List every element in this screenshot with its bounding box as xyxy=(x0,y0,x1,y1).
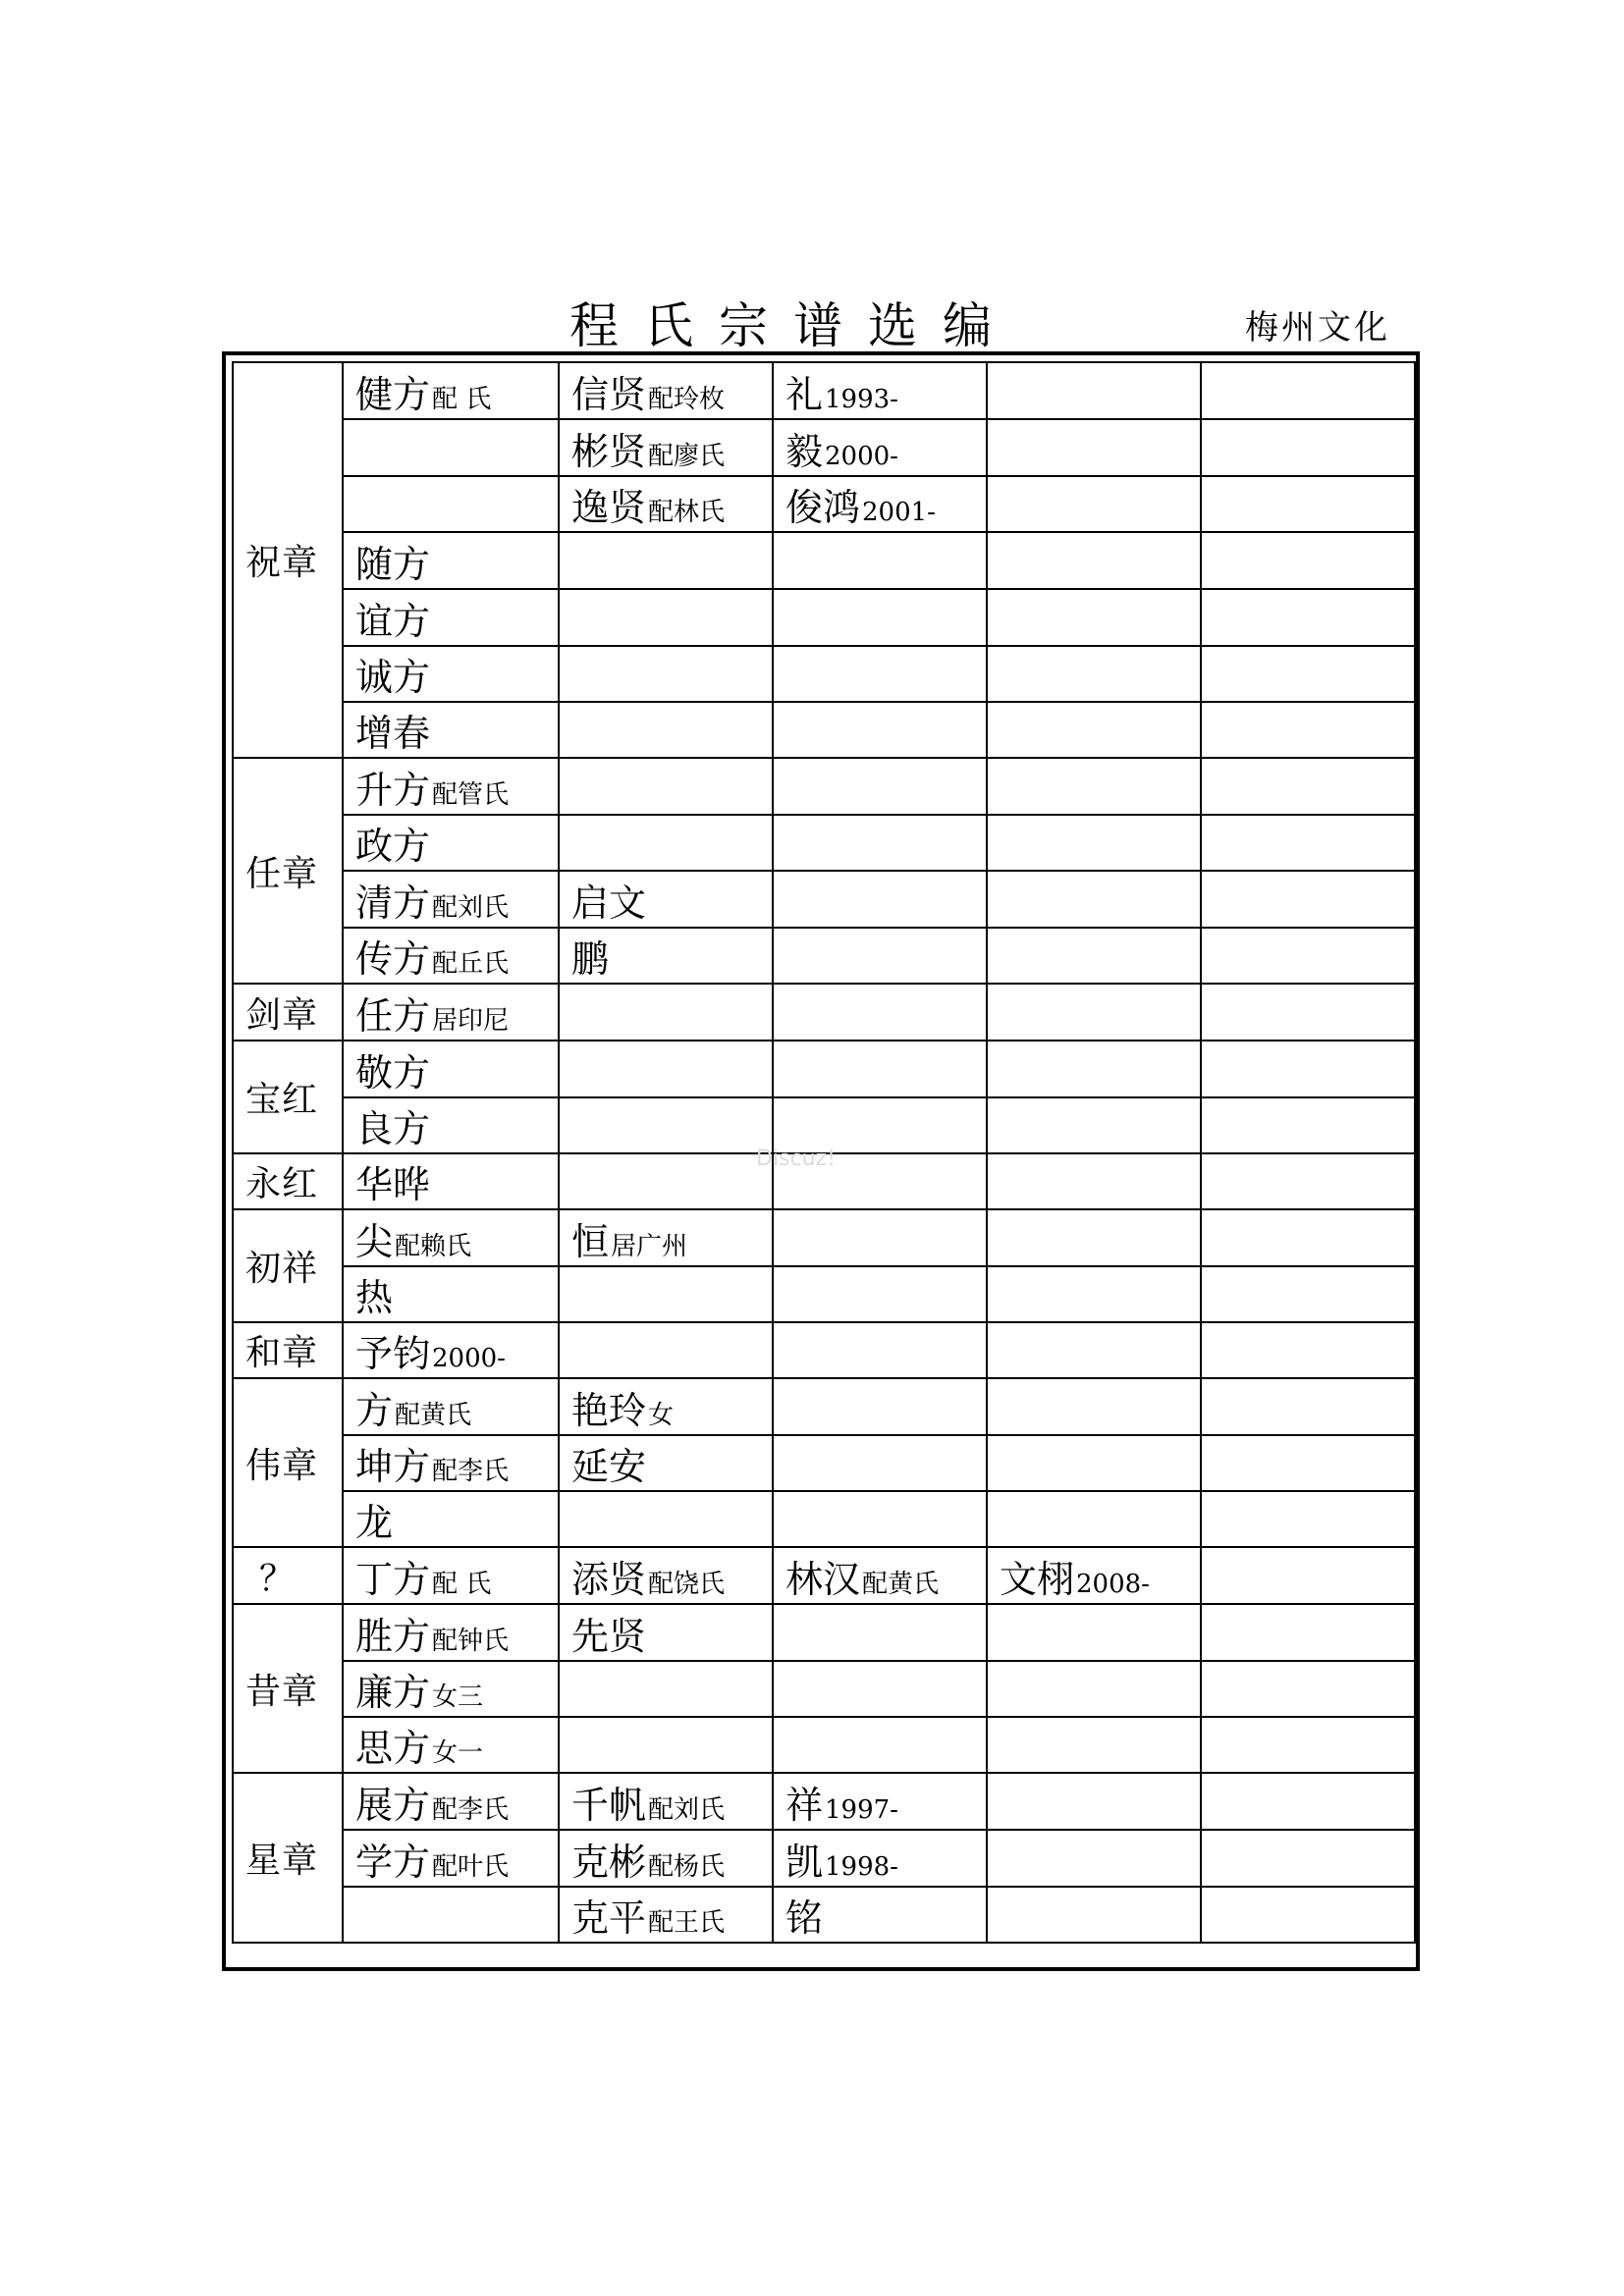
table-row xyxy=(233,984,1415,1041)
member-name: 传方 xyxy=(355,937,431,981)
member-cell xyxy=(1201,1491,1415,1547)
member-cell xyxy=(1201,702,1415,758)
member-note: 配李氏 xyxy=(432,1794,510,1825)
watermark: Discuz! xyxy=(756,1147,836,1171)
member-cell xyxy=(773,476,987,532)
member-cell xyxy=(559,1097,773,1153)
member-note: 配 氏 xyxy=(432,1569,492,1599)
member-name: 鹏 xyxy=(571,937,610,981)
table-row xyxy=(233,419,1415,476)
member-cell xyxy=(773,589,987,646)
member-note: 配刘氏 xyxy=(648,1794,726,1825)
member-note: 2000- xyxy=(432,1344,506,1373)
member-cell xyxy=(1201,815,1415,871)
member-cell xyxy=(343,871,559,928)
member-note: 居印尼 xyxy=(432,1005,510,1036)
generation-cell: 昔章 xyxy=(233,1604,343,1773)
member-note: 配李氏 xyxy=(432,1457,510,1486)
member-note: 居广州 xyxy=(611,1231,688,1261)
member-cell xyxy=(773,1773,987,1830)
generation-cell: 伟章 xyxy=(233,1378,343,1547)
member-cell xyxy=(987,1887,1201,1943)
member-cell xyxy=(1201,1773,1415,1830)
member-cell xyxy=(1201,589,1415,646)
table-row xyxy=(233,1661,1415,1717)
member-note: 1993- xyxy=(825,384,898,414)
member-note: 1997- xyxy=(825,1794,898,1825)
member-cell xyxy=(773,1435,987,1491)
member-note: 配管氏 xyxy=(432,779,510,810)
member-name: 展方 xyxy=(355,1783,431,1827)
member-cell xyxy=(559,1887,773,1943)
member-note: 配杨氏 xyxy=(648,1851,726,1882)
member-cell xyxy=(559,1435,773,1491)
table-row xyxy=(233,1435,1415,1491)
member-note: 配钟氏 xyxy=(432,1626,510,1656)
table-row xyxy=(233,1322,1415,1378)
member-name: 延安 xyxy=(571,1445,647,1488)
generation-cell: 星章 xyxy=(233,1773,343,1943)
member-cell xyxy=(1201,984,1415,1041)
member-cell xyxy=(1201,362,1415,419)
member-name: 谊方 xyxy=(355,599,431,643)
member-cell xyxy=(1201,1153,1415,1209)
member-name: 政方 xyxy=(355,825,431,868)
member-cell xyxy=(1201,1378,1415,1435)
member-cell xyxy=(559,871,773,928)
member-note: 配王氏 xyxy=(648,1908,726,1938)
member-cell xyxy=(987,1153,1201,1209)
generation-cell: 祝章 xyxy=(233,362,343,758)
member-cell xyxy=(773,1322,987,1378)
member-cell xyxy=(559,419,773,476)
member-cell xyxy=(343,1887,559,1943)
member-name: 铭 xyxy=(785,1896,824,1940)
member-note: 2008- xyxy=(1076,1569,1150,1599)
member-cell xyxy=(559,1717,773,1773)
member-cell xyxy=(987,1209,1201,1266)
member-cell xyxy=(987,419,1201,476)
member-note: 1998- xyxy=(825,1851,898,1882)
member-cell xyxy=(773,871,987,928)
member-note: 配赖氏 xyxy=(395,1231,472,1261)
member-name: 俊鸿 xyxy=(785,486,861,529)
page-title: 程氏宗谱选编 xyxy=(569,297,1017,354)
member-cell xyxy=(773,532,987,589)
member-name: 任方 xyxy=(355,993,431,1038)
member-cell xyxy=(773,758,987,815)
member-cell xyxy=(987,1830,1201,1887)
member-cell xyxy=(559,1661,773,1717)
member-cell xyxy=(773,815,987,871)
member-name: 思方 xyxy=(355,1727,431,1770)
member-cell xyxy=(987,1717,1201,1773)
member-cell xyxy=(773,1887,987,1943)
member-cell xyxy=(987,1547,1201,1604)
member-cell xyxy=(343,928,559,984)
member-note: 配 氏 xyxy=(432,384,492,414)
table-row xyxy=(233,1378,1415,1435)
member-cell xyxy=(987,1435,1201,1491)
member-cell xyxy=(773,1097,987,1153)
member-name: 彬贤 xyxy=(571,429,647,473)
member-cell xyxy=(987,928,1201,984)
member-cell xyxy=(987,1661,1201,1717)
table-row xyxy=(233,815,1415,871)
table-row xyxy=(233,646,1415,702)
table-row xyxy=(233,362,1415,419)
member-name: 林汉 xyxy=(785,1557,861,1601)
member-cell xyxy=(343,1435,559,1491)
table-row xyxy=(233,928,1415,984)
member-name: 文栩 xyxy=(1000,1557,1075,1601)
member-cell xyxy=(1201,1322,1415,1378)
member-cell xyxy=(987,871,1201,928)
publisher-label: 梅州文化 xyxy=(1245,308,1390,347)
generation-cell: 宝红 xyxy=(233,1041,343,1153)
member-cell xyxy=(1201,476,1415,532)
member-note: 配林氏 xyxy=(648,498,726,527)
member-cell xyxy=(343,984,559,1041)
member-cell xyxy=(987,815,1201,871)
member-cell xyxy=(773,1041,987,1097)
member-cell xyxy=(987,702,1201,758)
generation-cell: 剑章 xyxy=(233,984,343,1041)
generation-cell: 初祥 xyxy=(233,1209,343,1322)
member-cell xyxy=(987,1041,1201,1097)
member-cell xyxy=(773,702,987,758)
member-cell xyxy=(773,1547,987,1604)
generation-cell: ？ xyxy=(233,1547,343,1604)
member-name: 丁方 xyxy=(355,1557,431,1601)
table-row xyxy=(233,758,1415,815)
generation-cell: 和章 xyxy=(233,1322,343,1378)
member-cell xyxy=(559,589,773,646)
member-note: 配黄氏 xyxy=(395,1400,472,1430)
member-cell xyxy=(987,758,1201,815)
member-cell xyxy=(343,476,559,532)
member-cell xyxy=(1201,532,1415,589)
member-name: 胜方 xyxy=(355,1614,431,1658)
member-cell xyxy=(987,1322,1201,1378)
member-name: 艳玲 xyxy=(571,1388,647,1432)
member-name: 清方 xyxy=(355,881,431,925)
member-cell xyxy=(1201,928,1415,984)
member-note: 女 xyxy=(648,1400,675,1430)
table-row xyxy=(233,1547,1415,1604)
member-note: 配丘氏 xyxy=(432,949,510,979)
member-cell xyxy=(559,1041,773,1097)
member-name: 坤方 xyxy=(355,1445,431,1488)
member-cell xyxy=(987,1491,1201,1547)
member-name: 祥 xyxy=(785,1783,824,1827)
member-cell xyxy=(343,589,559,646)
member-name: 健方 xyxy=(355,372,431,416)
table-row xyxy=(233,476,1415,532)
table-row xyxy=(233,1209,1415,1266)
member-name: 启文 xyxy=(571,881,647,925)
table-row xyxy=(233,1097,1415,1153)
member-cell xyxy=(559,1773,773,1830)
member-name: 尖 xyxy=(355,1219,394,1263)
member-cell xyxy=(987,1266,1201,1322)
member-cell xyxy=(1201,1717,1415,1773)
member-cell xyxy=(773,928,987,984)
member-cell xyxy=(1201,1887,1415,1943)
member-note: 配黄氏 xyxy=(862,1569,940,1599)
table-row xyxy=(233,1887,1415,1943)
member-cell xyxy=(343,1491,559,1547)
member-cell xyxy=(343,702,559,758)
member-cell xyxy=(1201,1830,1415,1887)
member-name: 信贤 xyxy=(571,372,647,416)
member-name: 予钧 xyxy=(355,1332,431,1375)
member-note: 女一 xyxy=(432,1738,484,1768)
member-name: 随方 xyxy=(355,542,431,586)
member-name: 敬方 xyxy=(355,1050,431,1095)
member-name: 廉方 xyxy=(355,1671,431,1714)
table-row xyxy=(233,589,1415,646)
member-cell xyxy=(559,532,773,589)
member-cell xyxy=(1201,1097,1415,1153)
member-name: 凯 xyxy=(785,1840,824,1884)
member-cell xyxy=(343,1378,559,1435)
member-cell xyxy=(343,532,559,589)
member-cell xyxy=(343,1661,559,1717)
table-row xyxy=(233,1604,1415,1661)
member-cell xyxy=(343,1097,559,1153)
member-cell xyxy=(343,1547,559,1604)
member-name: 诚方 xyxy=(355,656,431,699)
table-row xyxy=(233,1717,1415,1773)
table-row xyxy=(233,1830,1415,1887)
member-cell xyxy=(559,1322,773,1378)
member-name: 方 xyxy=(355,1388,394,1432)
generation-cell: 任章 xyxy=(233,758,343,984)
member-cell xyxy=(987,984,1201,1041)
table-row xyxy=(233,1041,1415,1097)
table-row xyxy=(233,871,1415,928)
member-cell xyxy=(773,1830,987,1887)
member-cell xyxy=(987,362,1201,419)
member-note: 配玲枚 xyxy=(648,384,726,414)
member-cell xyxy=(559,476,773,532)
member-note: 配刘氏 xyxy=(432,892,510,923)
member-name: 热 xyxy=(355,1276,394,1319)
member-name: 龙 xyxy=(355,1501,394,1544)
member-cell xyxy=(987,1604,1201,1661)
member-name: 克彬 xyxy=(571,1840,647,1884)
member-cell xyxy=(773,419,987,476)
member-cell xyxy=(343,1773,559,1830)
member-name: 毅 xyxy=(785,429,824,473)
member-cell xyxy=(987,589,1201,646)
member-cell xyxy=(559,362,773,419)
member-cell xyxy=(343,815,559,871)
member-cell xyxy=(1201,1547,1415,1604)
member-cell xyxy=(559,1153,773,1209)
member-cell xyxy=(773,646,987,702)
member-cell xyxy=(1201,871,1415,928)
member-cell xyxy=(773,1717,987,1773)
member-cell xyxy=(559,1547,773,1604)
member-cell xyxy=(343,1717,559,1773)
member-cell xyxy=(343,1322,559,1378)
member-cell xyxy=(1201,1604,1415,1661)
member-cell xyxy=(773,1604,987,1661)
table-row xyxy=(233,1266,1415,1322)
member-cell xyxy=(559,928,773,984)
member-name: 千帆 xyxy=(571,1783,647,1827)
member-cell xyxy=(343,1153,559,1209)
member-cell xyxy=(559,1378,773,1435)
member-cell xyxy=(559,702,773,758)
member-note: 配饶氏 xyxy=(648,1569,726,1599)
member-cell xyxy=(773,1378,987,1435)
member-cell xyxy=(987,1097,1201,1153)
member-cell xyxy=(559,815,773,871)
member-cell xyxy=(773,1661,987,1717)
member-cell xyxy=(559,646,773,702)
member-cell xyxy=(559,1491,773,1547)
member-cell xyxy=(773,362,987,419)
member-name: 华晔 xyxy=(355,1163,431,1206)
member-cell xyxy=(559,1830,773,1887)
table-row xyxy=(233,532,1415,589)
member-cell xyxy=(987,646,1201,702)
member-cell xyxy=(559,758,773,815)
member-cell xyxy=(559,1209,773,1266)
member-cell xyxy=(1201,758,1415,815)
member-cell xyxy=(343,419,559,476)
member-cell xyxy=(987,532,1201,589)
member-name: 先贤 xyxy=(571,1614,647,1658)
member-note: 配廖氏 xyxy=(648,441,726,471)
member-cell xyxy=(1201,1435,1415,1491)
member-cell xyxy=(343,362,559,419)
member-cell xyxy=(343,1041,559,1097)
member-name: 升方 xyxy=(355,768,431,812)
member-name: 添贤 xyxy=(571,1557,647,1601)
member-note: 2001- xyxy=(862,498,936,527)
member-cell xyxy=(773,984,987,1041)
member-cell xyxy=(773,1209,987,1266)
member-name: 克平 xyxy=(571,1896,647,1940)
member-cell xyxy=(343,758,559,815)
member-note: 2000- xyxy=(825,441,898,471)
table-row xyxy=(233,1773,1415,1830)
generation-cell: 永红 xyxy=(233,1153,343,1209)
member-name: 逸贤 xyxy=(571,486,647,529)
table-row xyxy=(233,1491,1415,1547)
member-cell xyxy=(1201,1209,1415,1266)
member-cell xyxy=(1201,1266,1415,1322)
member-cell xyxy=(987,476,1201,532)
member-cell xyxy=(1201,1041,1415,1097)
member-cell xyxy=(343,1604,559,1661)
member-cell xyxy=(987,1773,1201,1830)
member-cell xyxy=(559,1266,773,1322)
member-cell xyxy=(343,646,559,702)
member-cell xyxy=(987,1378,1201,1435)
member-name: 良方 xyxy=(355,1107,431,1150)
member-cell xyxy=(559,1604,773,1661)
member-name: 恒 xyxy=(571,1219,610,1263)
member-note: 配叶氏 xyxy=(432,1851,510,1882)
member-name: 学方 xyxy=(355,1840,431,1884)
member-cell xyxy=(1201,1661,1415,1717)
member-cell xyxy=(1201,646,1415,702)
member-cell xyxy=(773,1491,987,1547)
member-cell xyxy=(773,1266,987,1322)
member-note: 女三 xyxy=(432,1682,484,1712)
member-name: 增春 xyxy=(355,712,431,755)
member-cell xyxy=(343,1209,559,1266)
member-cell xyxy=(343,1266,559,1322)
member-cell xyxy=(1201,419,1415,476)
member-cell xyxy=(343,1830,559,1887)
member-name: 礼 xyxy=(785,372,824,416)
table-row xyxy=(233,702,1415,758)
member-cell xyxy=(559,984,773,1041)
